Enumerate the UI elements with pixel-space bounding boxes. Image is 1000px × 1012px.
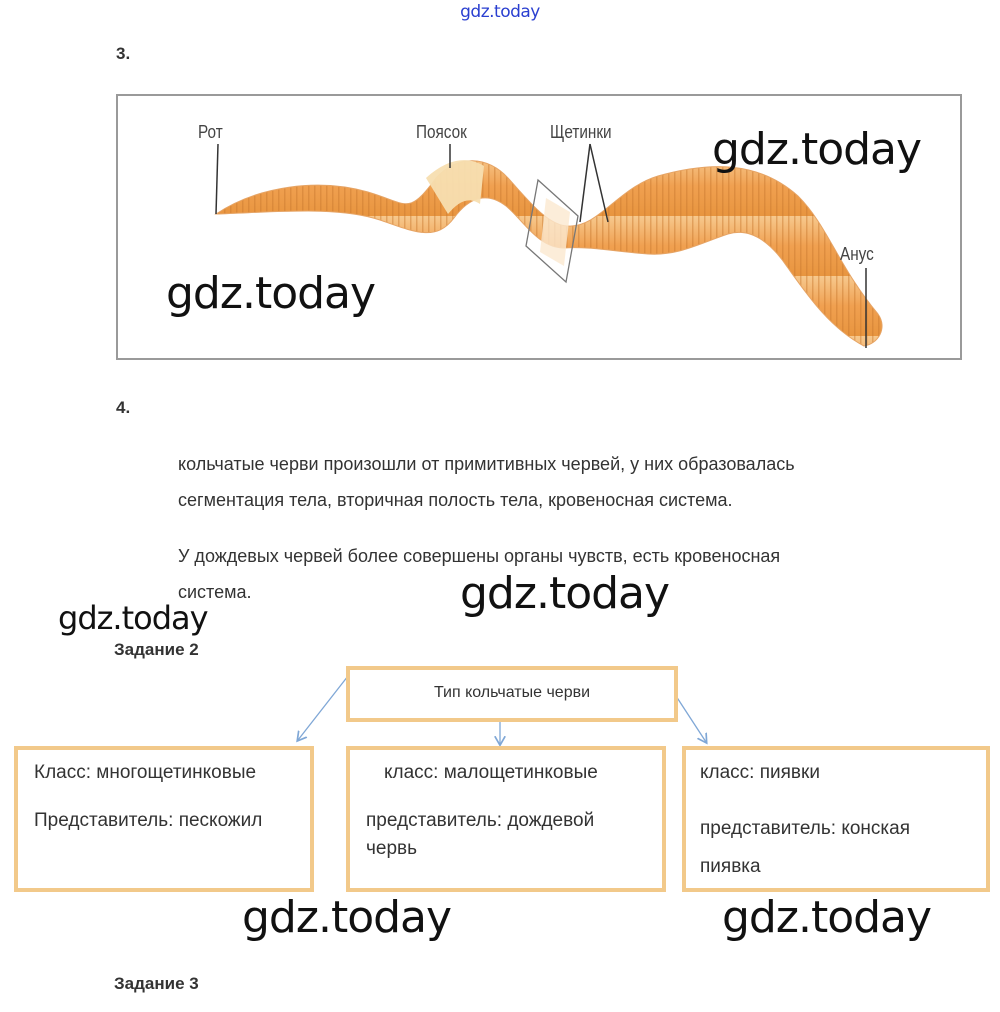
watermark: gdz.today bbox=[712, 124, 922, 175]
task-3-heading: Задание 3 bbox=[114, 974, 199, 993]
class-label: класс: малощетинковые bbox=[384, 762, 598, 783]
representative-label: представитель: конская bbox=[700, 818, 910, 839]
type-box-label: Тип кольчатые черви bbox=[433, 684, 591, 701]
class-label: класс: пиявки bbox=[700, 762, 820, 783]
paragraph-line: сегментация тела, вторичная полость тела, кровеносная система. bbox=[178, 490, 733, 510]
site-watermark-top: gdz.today bbox=[460, 2, 540, 22]
representative-label-cont: пиявка bbox=[700, 856, 761, 877]
representative-label-cont: червь bbox=[366, 838, 418, 859]
paragraph-line: кольчатые черви произошли от примитивных червей, у них образовалась bbox=[178, 454, 795, 474]
class-label: Класс: многощетинковые bbox=[34, 762, 257, 783]
representative-label: Представитель: пескожил bbox=[34, 810, 263, 831]
arrow-to-class-3 bbox=[676, 696, 706, 742]
class-box-leeches bbox=[682, 746, 990, 892]
label-girdle: Поясок bbox=[416, 122, 467, 142]
label-anus: Анус bbox=[840, 244, 874, 264]
section-4-number: 4. bbox=[116, 398, 131, 417]
paragraph-origin bbox=[178, 446, 968, 518]
arrow-to-class-1 bbox=[298, 676, 348, 740]
class-box-oligochaetes bbox=[346, 746, 666, 892]
representative-label: представитель: дождевой bbox=[366, 810, 595, 831]
watermark: gdz.today bbox=[166, 268, 376, 319]
paragraph-line: система. bbox=[178, 582, 252, 602]
section-3-number: 3. bbox=[116, 44, 131, 63]
watermark: gdz.today bbox=[58, 599, 208, 637]
label-mouth: Рот bbox=[198, 122, 223, 142]
class-box-polychaetes bbox=[14, 746, 314, 892]
watermark: gdz.today bbox=[722, 892, 932, 943]
task-2-heading: Задание 2 bbox=[114, 640, 199, 659]
paragraph-line: У дождевых червей более совершены органы чувств, есть кровеносная bbox=[178, 546, 781, 566]
watermark: gdz.today bbox=[460, 568, 670, 619]
type-box bbox=[346, 666, 678, 722]
watermark: gdz.today bbox=[242, 892, 452, 943]
label-bristles: Щетинки bbox=[550, 122, 612, 142]
